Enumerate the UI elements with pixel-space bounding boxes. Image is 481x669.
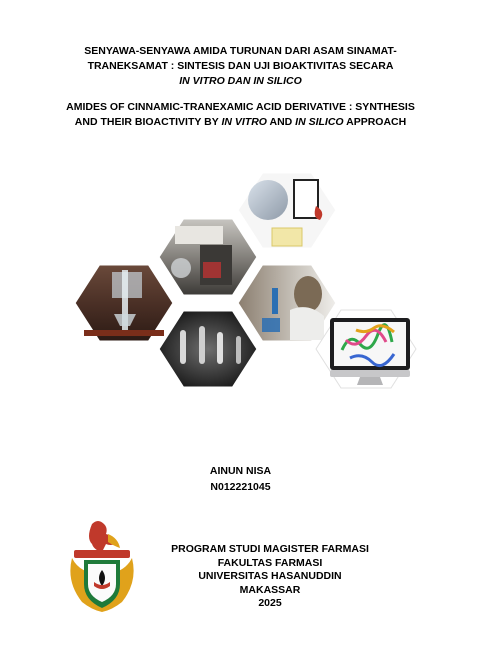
petri-dish-hex <box>237 172 337 249</box>
title-en-line-1: AMIDES OF CINNAMIC-TRANEXAMIC ACID DERIVATIVE : SYNTHESIS <box>66 101 415 113</box>
pipetting-researcher-hex <box>237 264 337 342</box>
city-name: MAKASSAR <box>239 583 301 596</box>
title-en-text-a: AND THEIR BIOACTIVITY BY <box>74 116 222 128</box>
faculty-name: FAKULTAS FARMASI <box>217 556 323 569</box>
program-name: PROGRAM STUDI MAGISTER FARMASI <box>171 543 369 555</box>
author-block <box>0 463 481 495</box>
title-id-line-1: SENYAWA-SENYAWA AMIDA TURUNAN DARI ASAM SINAMAT- <box>84 45 397 57</box>
title-en-text-e: APPROACH <box>343 116 407 128</box>
author-student-id: N012221045 <box>210 481 271 493</box>
title-id-line-2: TRANEKSAMAT : SINTESIS DAN UJI BIOAKTIVITAS SECARA <box>87 60 394 72</box>
petri-dish-icon <box>248 180 288 220</box>
title-id-line-3: IN VITRO DAN IN SILICO <box>179 75 302 87</box>
university-logo <box>68 520 136 614</box>
title-en-text-c: AND <box>266 116 296 128</box>
glassware-column-hex <box>74 264 174 342</box>
university-name: UNIVERSITAS HASANUDDIN <box>198 570 342 582</box>
rotary-evaporator-hex <box>158 218 258 296</box>
author-name: AINUN NISA <box>209 465 272 477</box>
institution-block <box>150 543 390 611</box>
vials-hex <box>158 310 258 388</box>
year: 2025 <box>258 597 282 609</box>
protein-monitor-hex <box>316 310 416 388</box>
title-en-text-b: IN VITRO <box>221 116 267 128</box>
title-en-text-d: IN SILICO <box>295 116 344 128</box>
